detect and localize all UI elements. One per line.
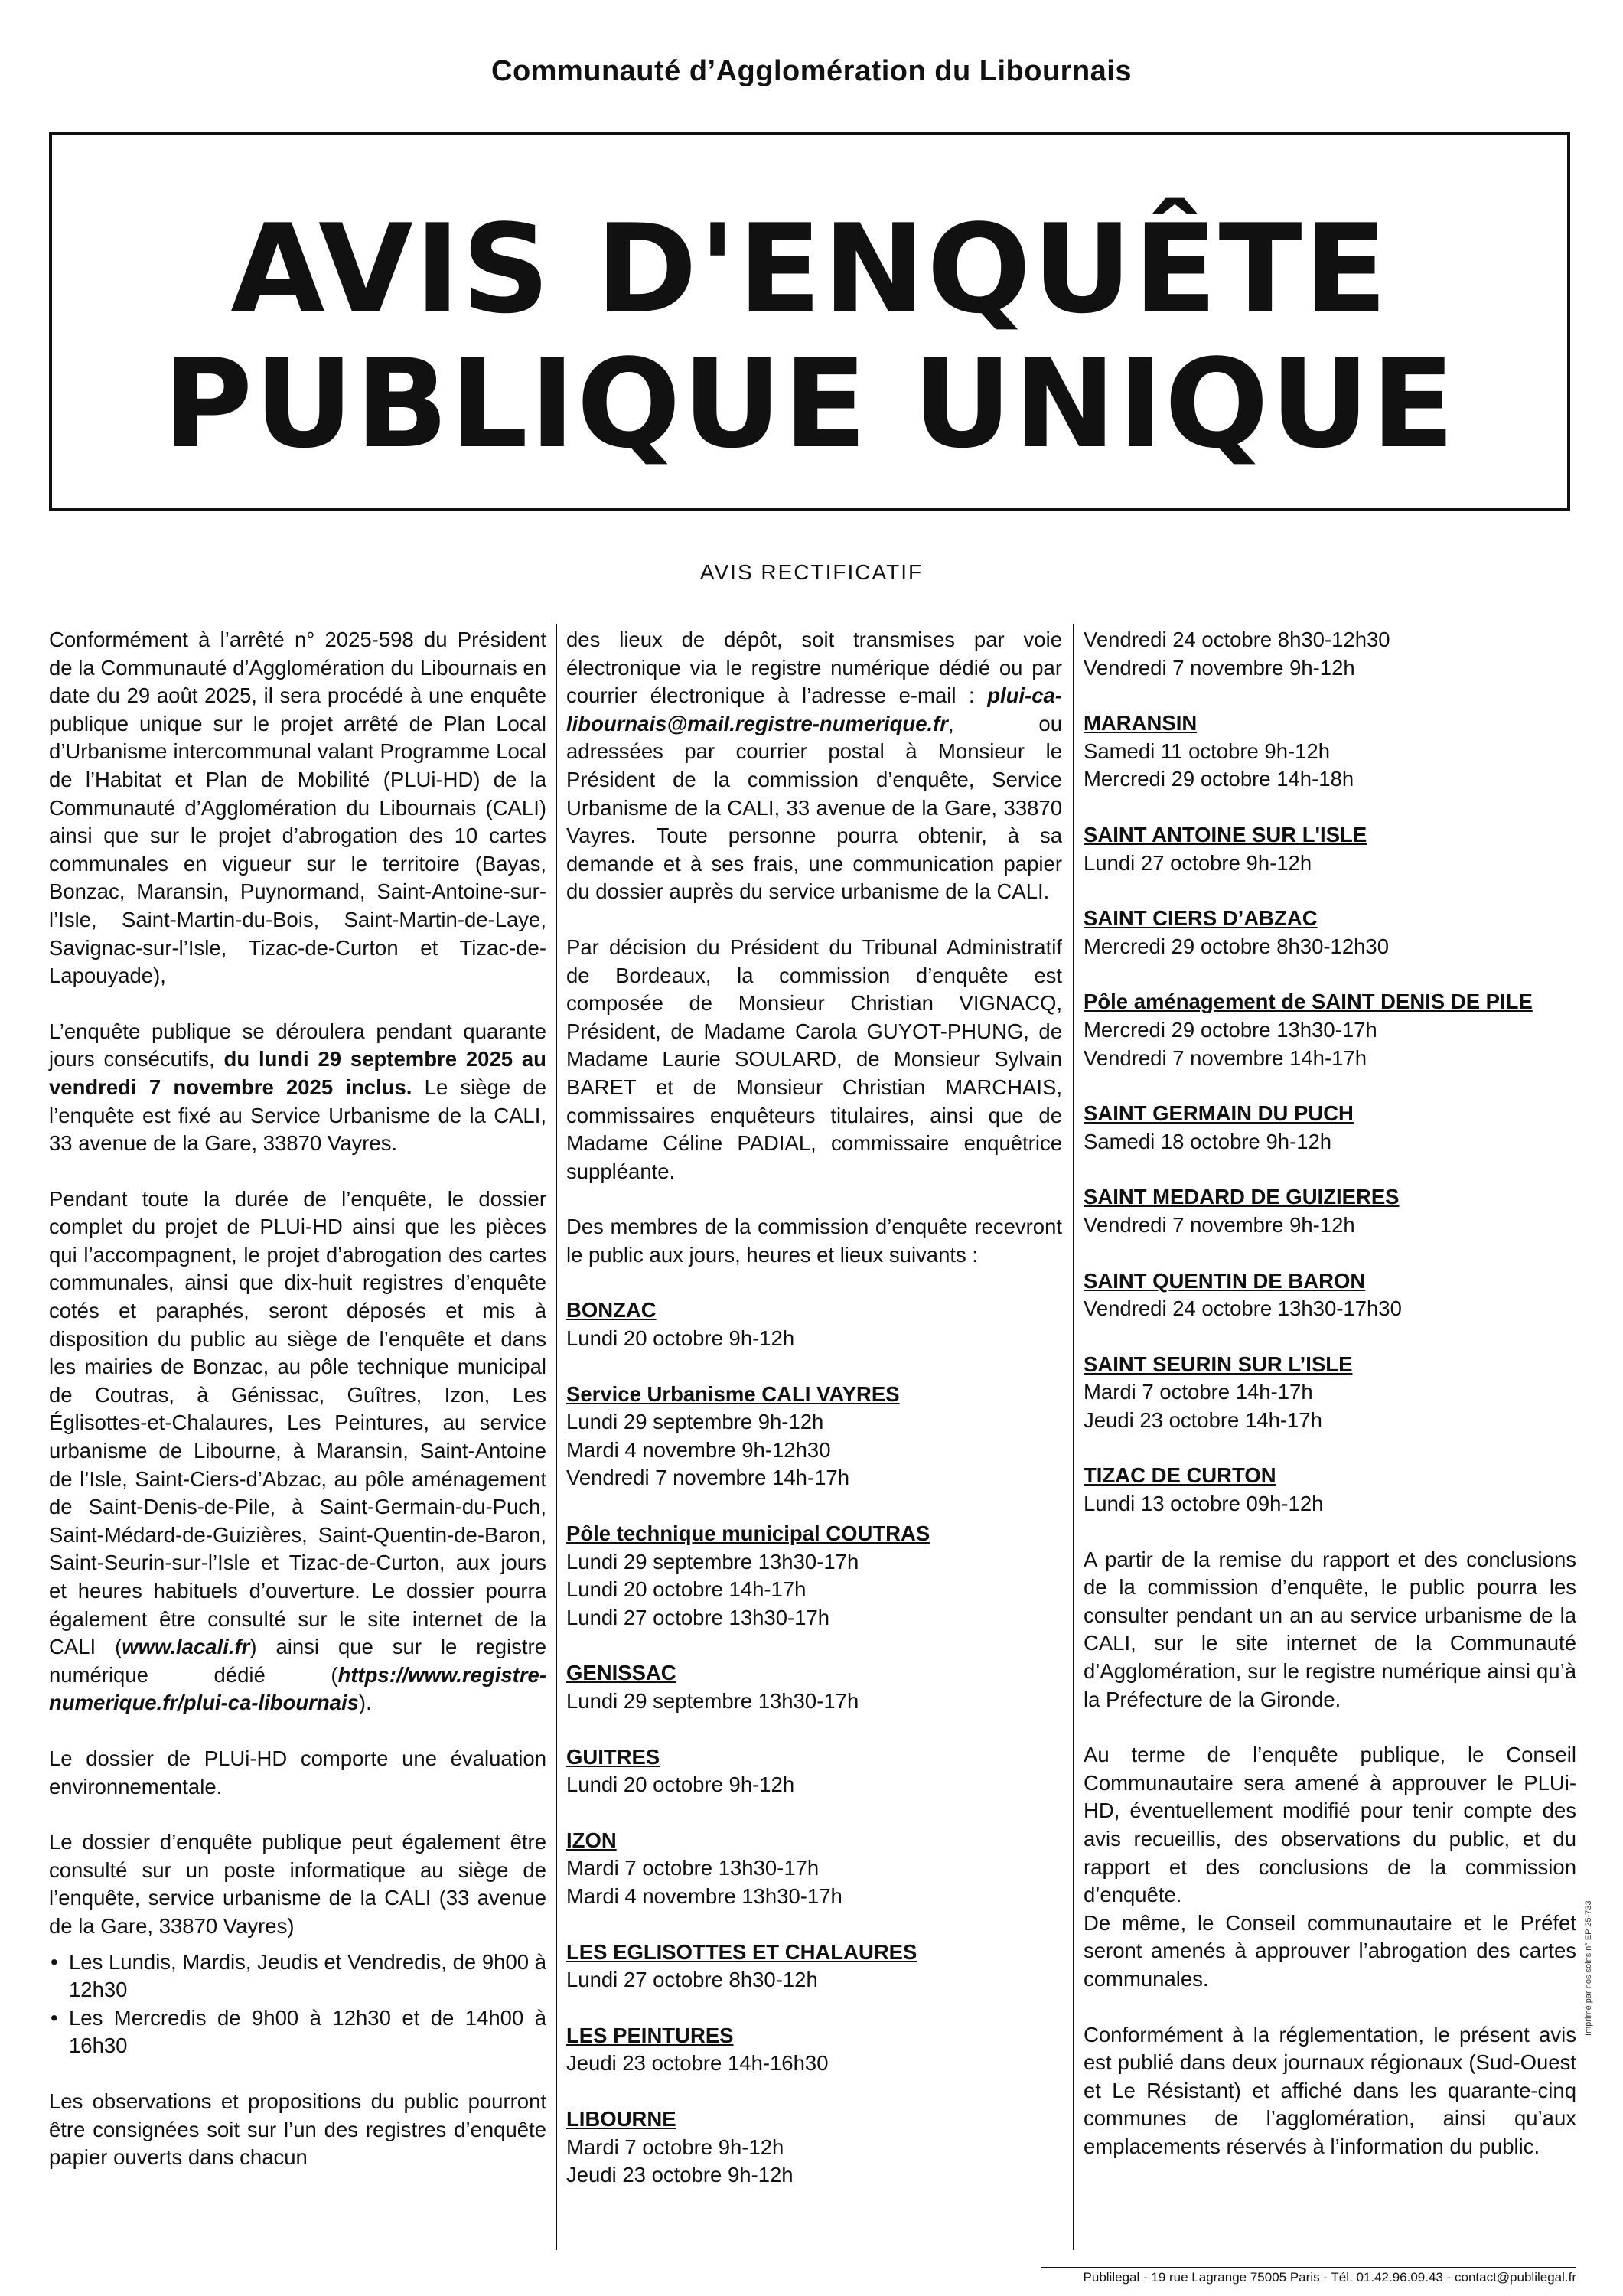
venue-block [566,1381,1062,1492]
venue-date: Vendredi 7 novembre 9h-12h [1084,655,1355,680]
venue-date: Lundi 13 octobre 09h-12h [1084,1492,1324,1516]
paragraph [49,1186,546,1717]
paragraph: Les observations et propositions du public pourront être consignées soit sur l’un des registres d’enquête papier ouverts dans chacun [49,2089,546,2170]
venue-name: LES EGLISOTTES ET CHALAURES [566,1939,917,1964]
paragraph: Conformément à la réglementation, le présent avis est publié dans deux journaux régionaux (Sud-Ouest et Le Résistant) et affiché dans les quarante-cinq communes de l’agglomération, ainsi qu’aux emplacements réservés à l’information du public. [1084,2022,1576,2158]
venue-name: GUITRES [566,1744,660,1769]
text: Pendant toute la durée de l’enquête, le dossier complet du projet de PLUi-HD ainsi que les pièces qui l’accompagnent, le projet d’abrogation des cartes communales, ainsi que dix-huit registres d’enquête cotés et paraphés, seront déposés et mis à disposition du public au siège de l’enquête et dans les mairies de Bonzac, au pôle technique municipal de Coutras, à Génissac, Guîtres, Izon, Les Églisottes-et-Chalaures, Les Peintures, au service urbanisme de Libourne, à Maransin, Saint-Antoine de l’Isle, Saint-Ciers-d’Abzac, au pôle aménagement de Saint-Denis-de-Pile, à Saint-Germain-du-Puch, Saint-Médard-de-Guizières, Saint-Quentin-de-Baron, Saint-Seurin-sur-l’Isle et Tizac-de-Curton, aux jours et heures habituels d’ouverture. Le dossier pourra également être consulté sur le site internet de la CALI ( [49,1186,546,1659]
venue-date: Lundi 27 octobre 13h30-17h [566,1605,830,1629]
paragraph: Le dossier d’enquête publique peut également être consulté sur un poste informatique au siège de l’enquête, service urbanisme de la CALI (33 avenue de la Gare, 33870 Vayres) [49,1830,546,1938]
text: , ou adressées par courrier postal à Monsieur le Président de la commission d’enquête, Service Urbanisme de la CALI, 33 avenue de la Gare, 33870 Vayres. Toute personne pourra obtenir, à sa demande et à ses frais, une communication papier du dossier auprès du service urbanisme de la CALI. [566,711,1062,904]
venue-date: Lundi 27 octobre 8h30-12h [566,1968,818,1992]
list-item: • Les Mercredis de 9h00 à 12h30 et de 14h00 à 16h30 [49,2004,546,2060]
venue-block [1084,709,1576,794]
venue-date: Samedi 18 octobre 9h-12h [1084,1129,1332,1153]
organization-header: Communauté d’Agglomération du Libournais [491,55,1132,87]
paragraph: De même, le Conseil communautaire et le Préfet seront amenés à approuver l’abrogation des cartes communales. [1084,1910,1576,1991]
column-divider [1073,624,1074,2250]
venue-name: Pôle aménagement de SAINT DENIS DE PILE [1084,990,1533,1014]
paragraph: Des membres de la commission d’enquête recevront le public aux jours, heures et lieux suivants : [566,1215,1062,1267]
venue-date: Lundi 20 octobre 9h-12h [566,1326,795,1351]
venue-date: Lundi 29 septembre 9h-12h [566,1410,824,1434]
column-divider [556,624,557,2250]
venue-name: MARANSIN [1084,711,1198,735]
venue-block [566,2105,1062,2190]
venue-date: Mardi 7 octobre 14h-17h [1084,1380,1313,1404]
venue-date: Lundi 20 octobre 9h-12h [566,1773,795,1797]
venue-date: Lundi 20 octobre 14h-17h [566,1577,807,1602]
paragraph [49,1018,546,1158]
venue-block [566,1939,1062,1994]
venue-date: Vendredi 24 octobre 8h30-12h30 [1084,628,1390,651]
venue-name: SAINT SEURIN SUR L’ISLE [1084,1352,1353,1376]
venue-date: Mercredi 29 octobre 13h30-17h [1084,1017,1377,1042]
paragraph: Par décision du Président du Tribunal Administratif de Bordeaux, la commission d’enquête est composée de Monsieur Christian VIGNACQ, Président, de Madame Carola GUYOT-PHUNG, de Madame Laurie SOULARD, de Monsieur Sylvain BARET et de Monsieur Christian MARCHAIS, commissaires enquêteurs titulaires, ainsi que de Madame Céline PADIAL, commissaire enquêtrice suppléante. [566,934,1062,1183]
venue-date: Mardi 7 octobre 9h-12h [566,2135,784,2159]
venue-date: Jeudi 23 octobre 9h-12h [566,2163,794,2187]
venue-name: LIBOURNE [566,2106,676,2131]
venue-list [1084,709,1576,1518]
venue-block [1084,1267,1576,1323]
text: L’enquête publique se déroulera pendant quarante jours consécutifs, [49,1019,546,1071]
list-item: • Les Lundis, Mardis, Jeudis et Vendredis, de 9h00 à 12h30 [49,1949,546,2004]
venue-date: Mercredi 29 octobre 8h30-12h30 [1084,934,1390,958]
venue-date: Vendredi 7 novembre 9h-12h [1084,1212,1355,1237]
venue-block [1084,1183,1576,1239]
publisher-footer: Publilegal - 19 rue Lagrange 75005 Paris - Tél. 01.42.96.09.43 - contact@publilegal.fr [1041,2267,1576,2285]
venue-name: SAINT MEDARD DE GUIZIERES [1084,1185,1400,1209]
text: ) ainsi que sur le registre numérique dédié ( [49,1635,546,1687]
venue-date: Jeudi 23 octobre 14h-16h30 [566,2051,829,2076]
venue-continuation [1084,626,1576,682]
venue-name: SAINT QUENTIN DE BARON [1084,1268,1366,1293]
paragraph: Au terme de l’enquête publique, le Conseil Communautaire sera amené à approuver le PLUi-HD, éventuellement modifié pour tenir compte des avis recueillis, des observations du public, et du rapport et des conclusions de la commission d’enquête. [1084,1743,1576,1907]
venue-block [1084,1100,1576,1156]
venue-date: Mercredi 29 octobre 14h-18h [1084,767,1354,791]
venue-block [566,1520,1062,1632]
venue-block [566,1827,1062,1911]
venue-date: Mardi 4 novembre 13h30-17h [566,1883,842,1908]
venue-date: Samedi 11 octobre 9h-12h [1084,739,1331,763]
column-left [49,626,546,2172]
venue-name: LES PEINTURES [566,2023,734,2047]
venue-date: Mardi 4 novembre 9h-12h30 [566,1437,831,1462]
venue-block [566,1743,1062,1799]
venue-date: Lundi 29 septembre 13h30-17h [566,1549,859,1574]
email-link[interactable]: plui-ca-libournais@mail.registre-numerique.fr [566,683,1062,735]
venue-block [1084,988,1576,1072]
subtitle: AVIS RECTIFICATIF [699,560,924,584]
venue-date: Jeudi 23 octobre 14h-17h [1084,1407,1322,1432]
title-line-1: AVIS D'ENQUÊTE [230,197,1389,341]
venue-list [566,1296,1062,2189]
paragraph: Le dossier de PLUi-HD comporte une évaluation environnementale. [49,1746,546,1799]
text: ). [358,1691,372,1715]
venue-block [1084,905,1576,960]
venue-date: Vendredi 7 novembre 14h-17h [566,1466,849,1490]
venue-block [1084,1462,1576,1518]
paragraph [566,626,1062,906]
paragraph: A partir de la remise du rapport et des conclusions de la commission d’enquête, le public pourra les consulter pendant un an au service urbanisme de la CALI, sur le site internet de la Communauté d’Agglomération, sur le registre numérique ainsi qu’à la Préfecture de la Gironde. [1084,1547,1576,1711]
title-line-2: PUBLIQUE UNIQUE [162,332,1457,475]
venue-name: GENISSAC [566,1661,676,1685]
venue-name: SAINT CIERS D’ABZAC [1084,906,1318,931]
text: Le siège de l’enquête est fixé au Service Urbanisme de la CALI, 33 avenue de la Gare, 33870 Vayres. [49,1075,546,1156]
venue-block [1084,821,1576,877]
venue-block [1084,1351,1576,1435]
main-title [52,197,1567,475]
venue-block [566,1296,1062,1352]
venue-date: Mardi 7 octobre 13h30-17h [566,1856,820,1880]
venue-name: TIZAC DE CURTON [1084,1463,1276,1488]
venue-date: Lundi 29 septembre 13h30-17h [566,1689,859,1713]
hours-list [49,1949,546,2060]
venue-name: Service Urbanisme CALI VAYRES [566,1381,900,1406]
venue-name: SAINT GERMAIN DU PUCH [1084,1101,1354,1126]
venue-date: Vendredi 7 novembre 14h-17h [1084,1045,1367,1070]
venue-name: Pôle technique municipal COUTRAS [566,1521,930,1546]
column-middle [566,626,1062,2217]
venue-date: Vendredi 24 octobre 13h30-17h30 [1084,1296,1402,1321]
venue-block [566,1659,1062,1715]
text: des lieux de dépôt, soit transmises par voie électronique via le registre numérique dédié ou par courrier électronique à l’adresse e-mail : [566,628,1062,708]
print-sidenote: Imprimé par nos soins n° EP 25-733 [1584,1900,1593,2036]
venue-name: SAINT ANTOINE SUR L'ISLE [1084,822,1367,846]
paragraph: Conformément à l’arrêté n° 2025-598 du Président de la Communauté d’Agglomération du Libournais en date du 29 août 2025, il sera procédé à une enquête publique unique sur le projet arrêté de Plan Local d’Urbanisme intercommunal valant Programme Local de l’Habitat et Plan de Mobilité (PLUi-HD) de la Communauté d’Agglomération du Libournais (CALI) ainsi que sur le projet d’abrogation des 10 cartes communales en vigueur sur le territoire (Bayas, Bonzac, Maransin, Puynormand, Saint-Antoine-sur-l’Isle, Saint-Martin-du-Bois, Saint-Martin-de-Laye, Savignac-sur-l’Isle, Tizac-de-Curton et Tizac-de-Lapouyade), [49,628,546,988]
venue-block [566,2022,1062,2078]
venue-name: BONZAC [566,1298,657,1322]
column-right [1084,626,1576,2161]
title-box [49,132,1570,511]
registry-link[interactable]: https://www.registre-numerique.fr/plui-ca-libournais [49,1662,546,1715]
venue-date: Lundi 27 octobre 9h-12h [1084,850,1312,875]
date-range: du lundi 29 septembre 2025 au vendredi 7 novembre 2025 inclus. [49,1047,546,1099]
venue-name: IZON [566,1828,617,1852]
website-link[interactable]: www.lacali.fr [122,1635,250,1659]
